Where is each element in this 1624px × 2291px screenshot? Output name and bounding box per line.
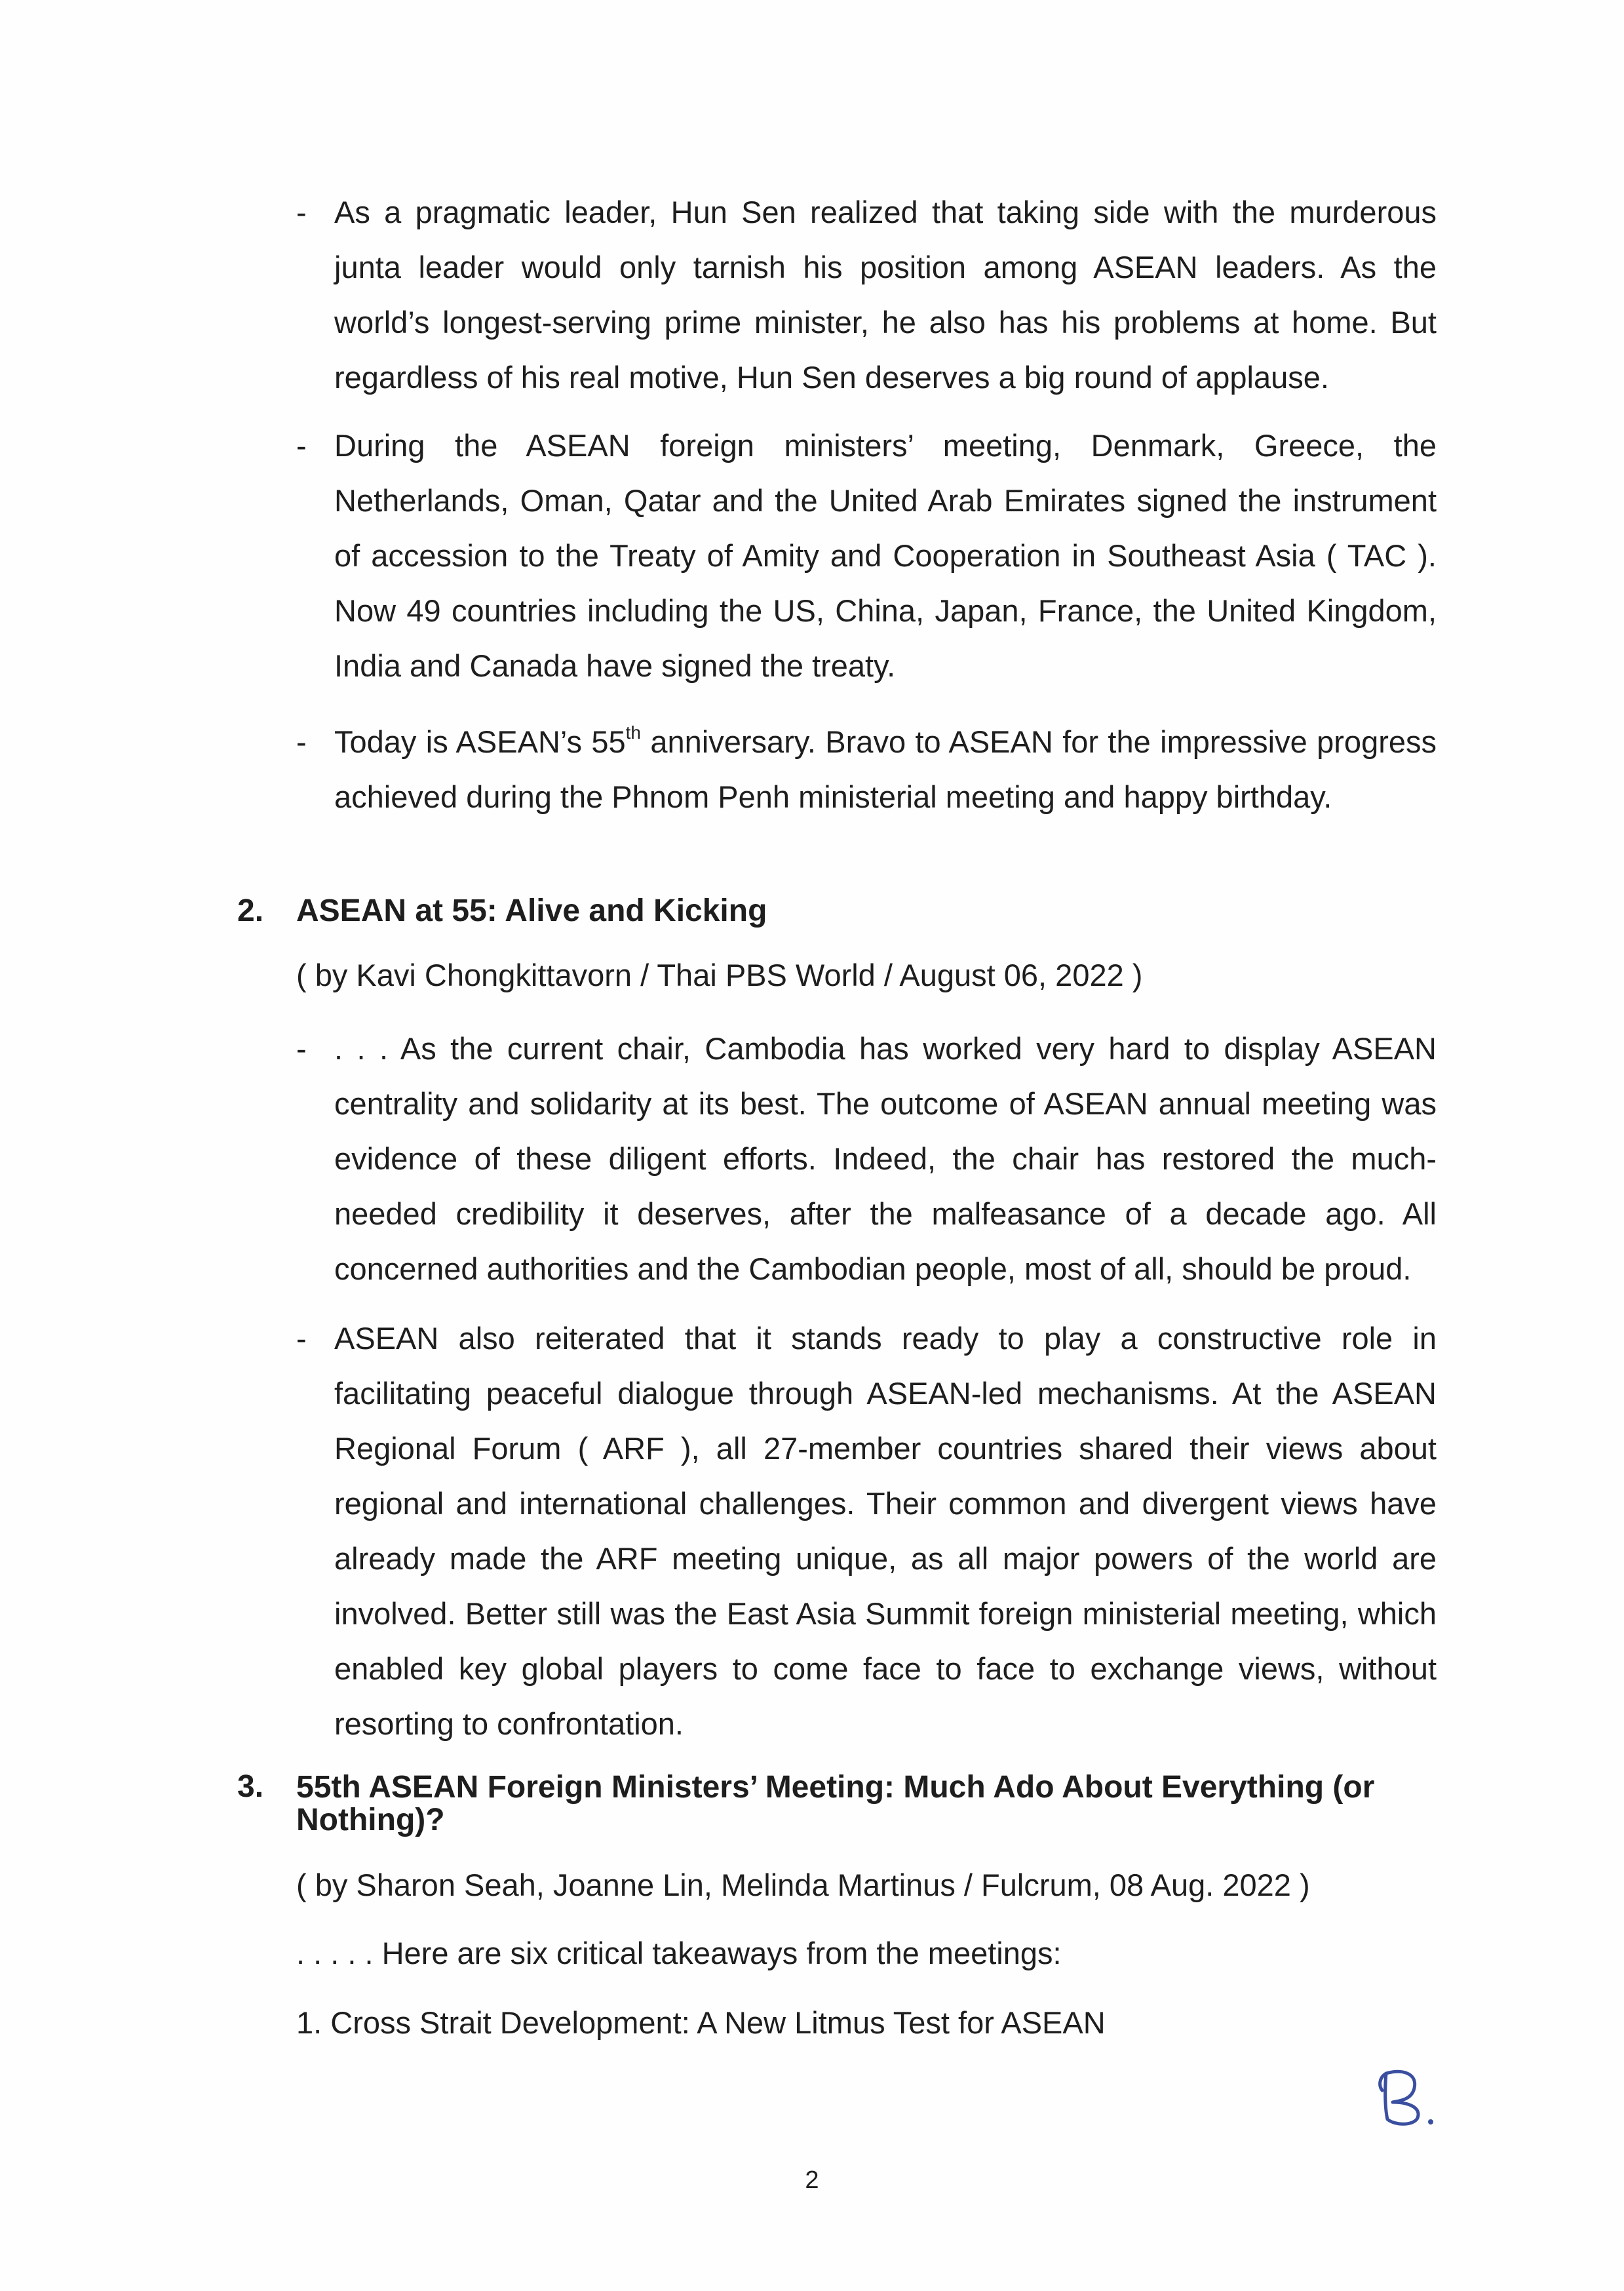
bullet-marker: -: [296, 724, 307, 759]
section-3-item-1: 1. Cross Strait Development: A New Litmus Test for ASEAN: [296, 2005, 1106, 2040]
section-3-number: 3.: [237, 1769, 264, 1804]
section-3-intro: . . . . . Here are six critical takeaways from the meetings:: [296, 1936, 1062, 1970]
bullet-marker: -: [296, 1321, 307, 1356]
ordinal-suffix: th: [625, 722, 642, 743]
bullet-asean-anniversary: [334, 715, 1437, 825]
bullet-marker: -: [296, 1031, 307, 1066]
anniversary-text-part2: anniversary. Bravo to ASEAN for the impressive progress achieved during the Phnom Penh ministerial meeting and happy birthday.: [334, 724, 1437, 814]
bullet-hun-sen-applause: As a pragmatic leader, Hun Sen realized that taking side with the murderous junta leader would only tarnish his position among ASEAN leaders. As the world’s longest-serving prime minister, he also has his problems at home. But regardless of his real motive, Hun Sen deserves a big round of applause.: [334, 195, 1437, 395]
bullet-marker: -: [296, 428, 307, 463]
section-2-byline: ( by Kavi Chongkittavorn / Thai PBS World / August 06, 2022 ): [296, 958, 1143, 992]
section-2-number: 2.: [237, 893, 264, 928]
section-3-title-line2: Nothing)?: [296, 1803, 445, 1837]
section-3-title-line1: 55th ASEAN Foreign Ministers’ Meeting: Much Ado About Everything (or: [296, 1770, 1375, 1805]
page-number: 2: [805, 2166, 819, 2194]
section-2-title: ASEAN at 55: Alive and Kicking: [296, 893, 767, 928]
bullet-cambodia-chair: . . . As the current chair, Cambodia has worked very hard to display ASEAN centrality and solidarity at its best. The outcome of ASEAN annual meeting was evidence of these diligent efforts. Indeed, the chair has restored the much-needed credibility it deserves, after the malfeasance of a decade ago. All concerned authorities and the Cambodian people, most of all, should be proud.: [334, 1031, 1437, 1286]
section-3-byline: ( by Sharon Seah, Joanne Lin, Melinda Martinus / Fulcrum, 08 Aug. 2022 ): [296, 1868, 1310, 1902]
bullet-marker: -: [296, 195, 307, 229]
bullet-asean-led-mechanisms: ASEAN also reiterated that it stands ready to play a constructive role in facilitating peaceful dialogue through ASEAN-led mechanisms. At the ASEAN Regional Forum ( ARF ), all 27-member countries shared their views about regional and international challenges. Their common and divergent views have already made the ARF meeting unique, as all major powers of the world are involved. Better still was the East Asia Summit foreign ministerial meeting, which enabled key global players to come face to face to exchange views, without resorting to confrontation.: [334, 1321, 1437, 1741]
anniversary-text-part1: Today is ASEAN’s 55: [334, 724, 626, 759]
handwritten-initials: [1373, 2062, 1445, 2130]
bullet-tac-accession: During the ASEAN foreign ministers’ meeting, Denmark, Greece, the Netherlands, Oman, Qatar and the United Arab Emirates signed the instrument of accession to the Treaty of Amity and Cooperation in Southeast Asia ( TAC ). Now 49 countries including the US, China, Japan, France, the United Kingdom, India and Canada have signed the treaty.: [334, 428, 1437, 683]
